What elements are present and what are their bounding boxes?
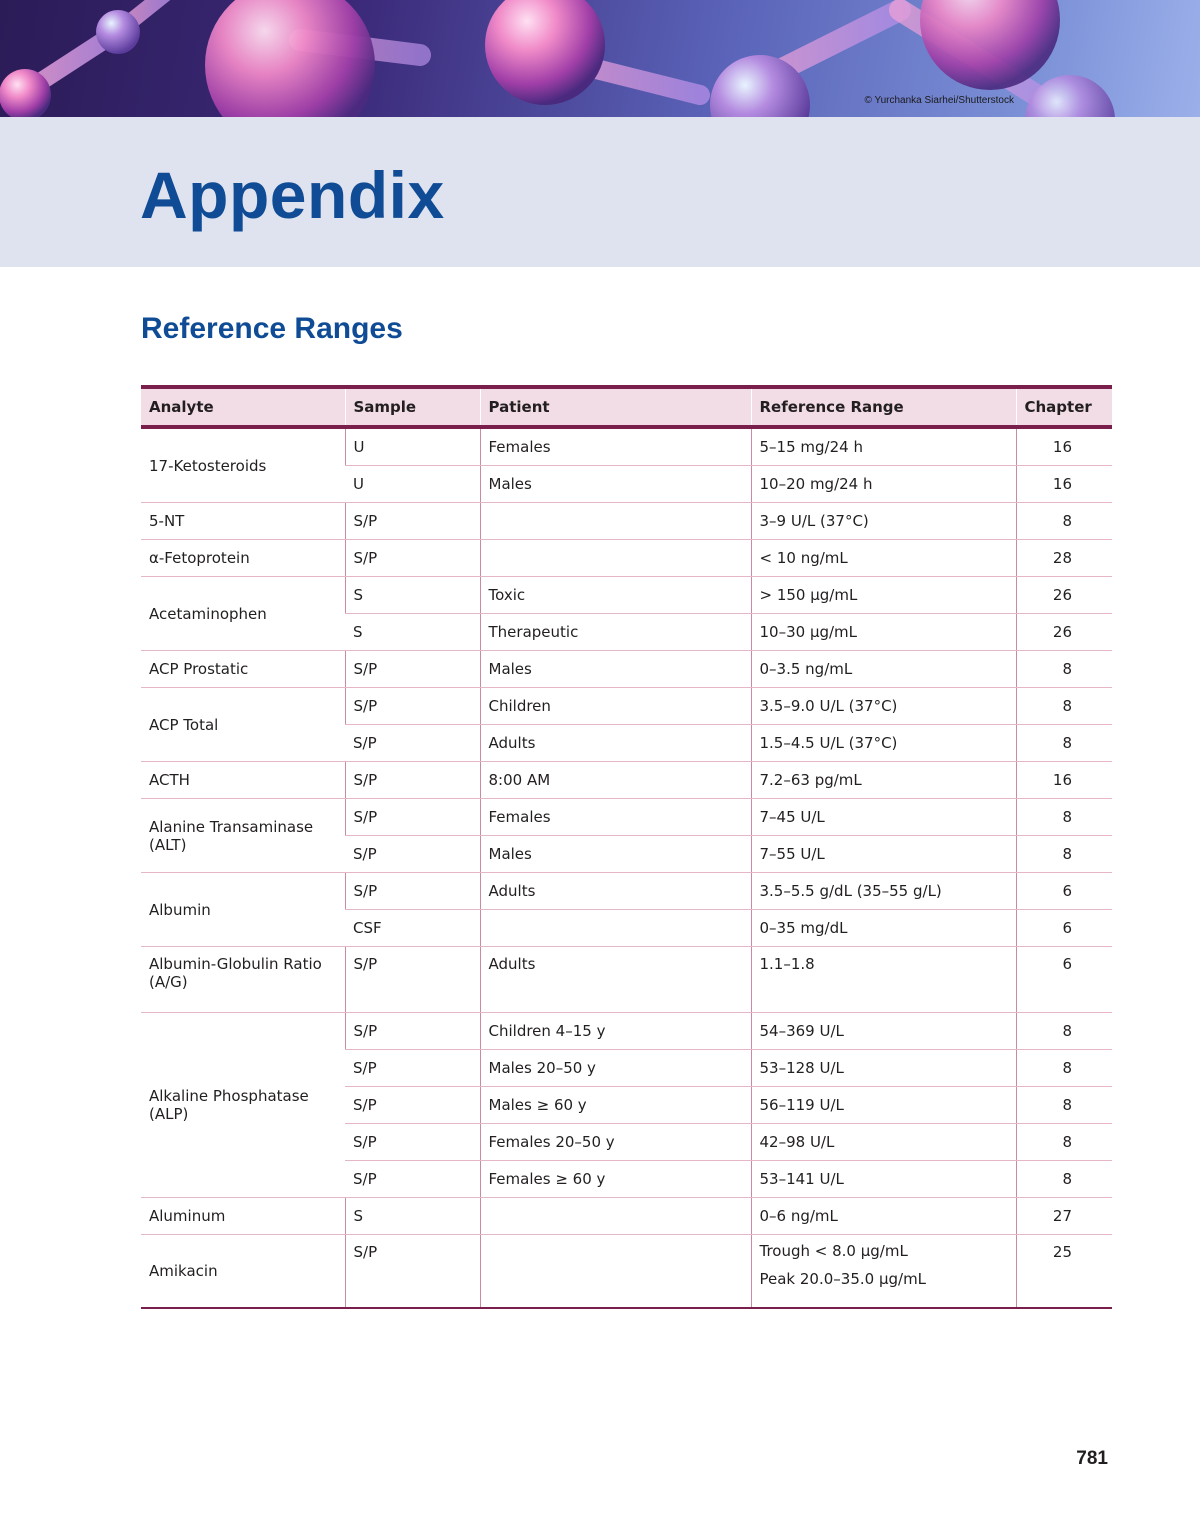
cell-patient bbox=[480, 1235, 751, 1309]
table-row bbox=[141, 947, 1112, 1013]
cell-analyte: Acetaminophen bbox=[141, 577, 345, 651]
cell-analyte: Amikacin bbox=[141, 1235, 345, 1309]
cell-reference-range: 0–6 ng/mL bbox=[751, 1198, 1016, 1235]
cell-patient bbox=[480, 540, 751, 577]
cell-analyte: Albumin bbox=[141, 873, 345, 947]
cell-sample: S/P bbox=[345, 1050, 480, 1087]
cell-patient bbox=[480, 1198, 751, 1235]
cell-sample: S/P bbox=[345, 651, 480, 688]
cell-sample: S/P bbox=[345, 725, 480, 762]
table-row bbox=[141, 427, 1112, 466]
cell-chapter: 8 bbox=[1016, 688, 1112, 725]
cell-reference-range: 53–128 U/L bbox=[751, 1050, 1016, 1087]
header-patient: Patient bbox=[480, 387, 751, 427]
cell-chapter: 6 bbox=[1016, 873, 1112, 910]
cell-sample: S/P bbox=[345, 540, 480, 577]
cell-patient: Therapeutic bbox=[480, 614, 751, 651]
cell-analyte: ACP Total bbox=[141, 688, 345, 762]
cell-reference-range: 5–15 mg/24 h bbox=[751, 427, 1016, 466]
cell-sample: S bbox=[345, 1198, 480, 1235]
cell-patient: Children bbox=[480, 688, 751, 725]
header-analyte: Analyte bbox=[141, 387, 345, 427]
cell-analyte: α-Fetoprotein bbox=[141, 540, 345, 577]
cell-sample: S/P bbox=[345, 947, 480, 1013]
cell-patient: Toxic bbox=[480, 577, 751, 614]
cell-sample: S/P bbox=[345, 688, 480, 725]
cell-analyte: 5-NT bbox=[141, 503, 345, 540]
cell-chapter: 6 bbox=[1016, 910, 1112, 947]
cell-patient: Males 20–50 y bbox=[480, 1050, 751, 1087]
table-row bbox=[141, 651, 1112, 688]
cell-patient: Adults bbox=[480, 873, 751, 910]
cell-chapter: 6 bbox=[1016, 947, 1112, 1013]
cell-reference-range: 56–119 U/L bbox=[751, 1087, 1016, 1124]
cell-reference-range: 0–35 mg/dL bbox=[751, 910, 1016, 947]
cell-chapter: 8 bbox=[1016, 799, 1112, 836]
cell-analyte: ACP Prostatic bbox=[141, 651, 345, 688]
table-header-row bbox=[141, 387, 1112, 427]
cell-patient: Females bbox=[480, 799, 751, 836]
table-row bbox=[141, 799, 1112, 836]
cell-chapter: 8 bbox=[1016, 1013, 1112, 1050]
cell-reference-range: 3.5–9.0 U/L (37°C) bbox=[751, 688, 1016, 725]
cell-chapter: 25 bbox=[1016, 1235, 1112, 1309]
cell-chapter: 16 bbox=[1016, 427, 1112, 466]
cell-patient bbox=[480, 503, 751, 540]
cell-chapter: 16 bbox=[1016, 762, 1112, 799]
cell-sample: U bbox=[345, 427, 480, 466]
cell-sample: S bbox=[345, 577, 480, 614]
header-banner bbox=[0, 0, 1200, 117]
cell-chapter: 8 bbox=[1016, 1124, 1112, 1161]
cell-reference-range: 54–369 U/L bbox=[751, 1013, 1016, 1050]
cell-sample: S/P bbox=[345, 1235, 480, 1309]
cell-reference-range bbox=[751, 1235, 1016, 1309]
cell-reference-range: 7–45 U/L bbox=[751, 799, 1016, 836]
table-row bbox=[141, 1235, 1112, 1309]
cell-patient: Adults bbox=[480, 725, 751, 762]
cell-analyte: Aluminum bbox=[141, 1198, 345, 1235]
cell-chapter: 26 bbox=[1016, 614, 1112, 651]
amikacin-trough: Trough < 8.0 μg/mL bbox=[759, 1242, 908, 1260]
cell-reference-range: 10–20 mg/24 h bbox=[751, 466, 1016, 503]
cell-patient: Females bbox=[480, 427, 751, 466]
table-row bbox=[141, 1198, 1112, 1235]
table-row bbox=[141, 762, 1112, 799]
cell-reference-range: < 10 ng/mL bbox=[751, 540, 1016, 577]
cell-chapter: 8 bbox=[1016, 1087, 1112, 1124]
cell-reference-range: > 150 μg/mL bbox=[751, 577, 1016, 614]
cell-patient: Males bbox=[480, 466, 751, 503]
cell-analyte: ACTH bbox=[141, 762, 345, 799]
cell-patient: Children 4–15 y bbox=[480, 1013, 751, 1050]
cell-reference-range: 7.2–63 pg/mL bbox=[751, 762, 1016, 799]
cell-sample: S/P bbox=[345, 1124, 480, 1161]
cell-sample: S/P bbox=[345, 762, 480, 799]
cell-chapter: 28 bbox=[1016, 540, 1112, 577]
cell-reference-range: 0–3.5 ng/mL bbox=[751, 651, 1016, 688]
cell-reference-range: 10–30 μg/mL bbox=[751, 614, 1016, 651]
cell-sample: S/P bbox=[345, 503, 480, 540]
table-row bbox=[141, 540, 1112, 577]
cell-chapter: 8 bbox=[1016, 503, 1112, 540]
reference-ranges-table bbox=[141, 385, 1112, 1309]
cell-chapter: 16 bbox=[1016, 466, 1112, 503]
cell-chapter: 8 bbox=[1016, 836, 1112, 873]
header-sample: Sample bbox=[345, 387, 480, 427]
table-row bbox=[141, 1013, 1112, 1050]
cell-reference-range: 42–98 U/L bbox=[751, 1124, 1016, 1161]
cell-chapter: 26 bbox=[1016, 577, 1112, 614]
cell-reference-range: 1.5–4.5 U/L (37°C) bbox=[751, 725, 1016, 762]
cell-chapter: 8 bbox=[1016, 725, 1112, 762]
table-row bbox=[141, 577, 1112, 614]
cell-patient: Adults bbox=[480, 947, 751, 1013]
cell-chapter: 8 bbox=[1016, 1161, 1112, 1198]
cell-sample: S bbox=[345, 614, 480, 651]
cell-analyte: Albumin-Globulin Ratio (A/G) bbox=[141, 947, 345, 1013]
section-title: Reference Ranges bbox=[141, 312, 403, 345]
cell-patient: Females 20–50 y bbox=[480, 1124, 751, 1161]
page-title: Appendix bbox=[140, 158, 445, 232]
cell-reference-range: 53–141 U/L bbox=[751, 1161, 1016, 1198]
cell-patient bbox=[480, 910, 751, 947]
header-reference-range: Reference Range bbox=[751, 387, 1016, 427]
cell-analyte: Alkaline Phosphatase (ALP) bbox=[141, 1013, 345, 1198]
cell-sample: S/P bbox=[345, 1161, 480, 1198]
cell-reference-range: 3–9 U/L (37°C) bbox=[751, 503, 1016, 540]
cell-sample: S/P bbox=[345, 1013, 480, 1050]
cell-reference-range: 7–55 U/L bbox=[751, 836, 1016, 873]
cell-chapter: 8 bbox=[1016, 1050, 1112, 1087]
cell-patient: 8:00 AM bbox=[480, 762, 751, 799]
cell-patient: Females ≥ 60 y bbox=[480, 1161, 751, 1198]
cell-sample: S/P bbox=[345, 836, 480, 873]
cell-sample: S/P bbox=[345, 799, 480, 836]
page-number: 781 bbox=[1076, 1448, 1108, 1469]
table-row bbox=[141, 873, 1112, 910]
cell-sample: S/P bbox=[345, 873, 480, 910]
cell-reference-range: 1.1–1.8 bbox=[751, 947, 1016, 1013]
cell-reference-range: 3.5–5.5 g/dL (35–55 g/L) bbox=[751, 873, 1016, 910]
cell-patient: Males bbox=[480, 836, 751, 873]
cell-sample: CSF bbox=[345, 910, 480, 947]
cell-analyte: 17-Ketosteroids bbox=[141, 427, 345, 503]
cell-chapter: 8 bbox=[1016, 651, 1112, 688]
cell-patient: Males bbox=[480, 651, 751, 688]
photo-credit: © Yurchanka Siarhei/Shutterstock bbox=[864, 95, 1014, 106]
table-row bbox=[141, 688, 1112, 725]
cell-chapter: 27 bbox=[1016, 1198, 1112, 1235]
molecule-illustration bbox=[0, 0, 1200, 117]
cell-sample: U bbox=[345, 466, 480, 503]
header-chapter: Chapter bbox=[1016, 387, 1112, 427]
cell-patient: Males ≥ 60 y bbox=[480, 1087, 751, 1124]
cell-analyte: Alanine Transaminase (ALT) bbox=[141, 799, 345, 873]
cell-sample: S/P bbox=[345, 1087, 480, 1124]
amikacin-peak: Peak 20.0–35.0 μg/mL bbox=[759, 1270, 927, 1288]
table-row bbox=[141, 503, 1112, 540]
